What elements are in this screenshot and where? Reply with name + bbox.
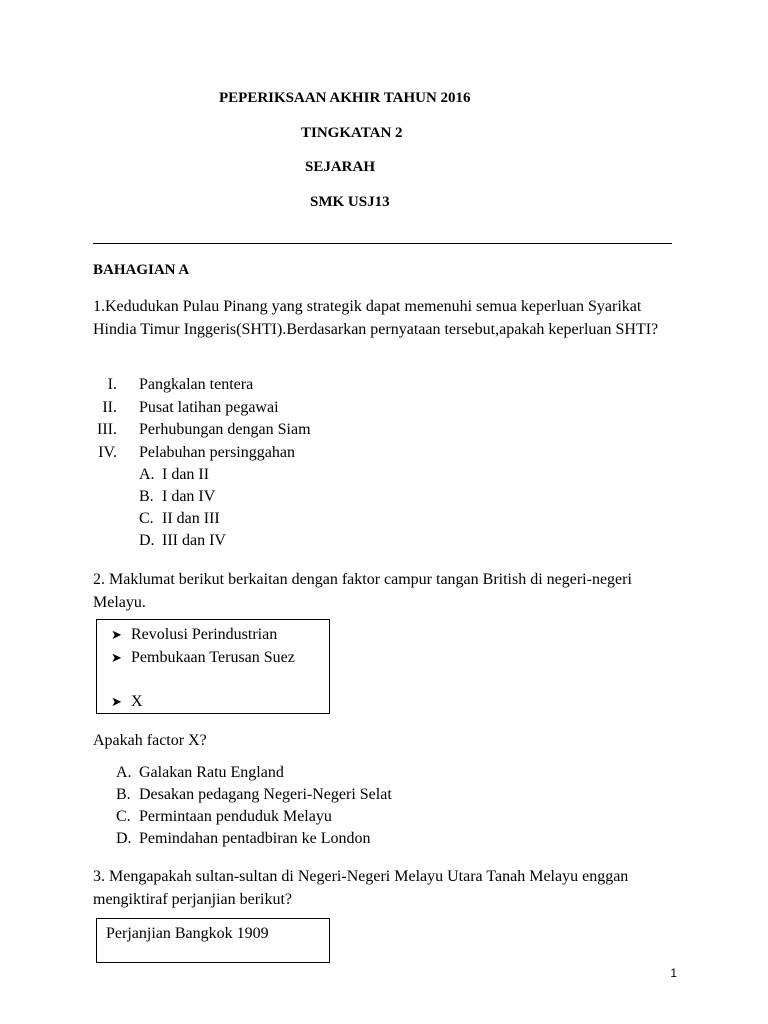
info-item <box>111 647 311 669</box>
exam-school: SMK USJ13 <box>310 194 390 210</box>
statement-text: Pusat latihan pegawai <box>139 398 279 416</box>
info-item-text: Pembukaan Terusan Suez <box>131 649 295 666</box>
statement-text: Perhubungan dengan Siam <box>139 421 311 438</box>
info-item <box>111 691 311 713</box>
option-letter: A. <box>116 764 132 781</box>
page-number: 1 <box>670 966 677 980</box>
option-text: Permintaan penduduk Melayu <box>139 808 332 825</box>
info-box-text: Perjanjian Bangkok 1909 <box>106 925 269 942</box>
question-3-text: 3. Mengapakah sultan-sultan di Negeri-Negeri Melayu Utara Tanah Melayu enggan mengiktiraf perjanjian berikut? <box>93 868 629 908</box>
option-letter: B. <box>139 488 154 505</box>
arrow-bullet-icon: ➤ <box>111 627 122 642</box>
statement-number: III. <box>97 421 117 438</box>
info-item-text: Revolusi Perindustrian <box>131 626 278 643</box>
option-row <box>116 828 516 850</box>
option-row <box>116 784 516 806</box>
info-item-text: X <box>131 693 143 710</box>
statement-number: I. <box>107 376 117 393</box>
info-item <box>111 624 311 646</box>
option-text: Galakan Ratu England <box>139 764 284 781</box>
statement-number: IV. <box>98 443 117 461</box>
statement-row <box>93 397 393 420</box>
option-letter: D. <box>116 830 132 847</box>
option-row <box>116 806 516 828</box>
option-letter: C. <box>116 808 131 825</box>
option-row <box>139 508 339 530</box>
option-row <box>116 762 516 784</box>
option-letter: A. <box>139 466 155 483</box>
question-2-prompt: Apakah factor X? <box>93 732 207 749</box>
option-letter: D. <box>139 532 155 549</box>
option-text: Desakan pedagang Negeri-Negeri Selat <box>139 786 392 803</box>
option-text: Pemindahan pentadbiran ke London <box>139 830 371 847</box>
option-text: II dan III <box>162 510 220 527</box>
question-2-options <box>116 762 516 850</box>
option-row <box>139 486 339 508</box>
option-text: I dan II <box>162 466 210 483</box>
exam-subject: SEJARAH <box>305 159 376 175</box>
section-title: BAHAGIAN A <box>93 262 190 278</box>
question-1-options <box>139 464 339 552</box>
option-letter: B. <box>116 786 131 803</box>
exam-title: PEPERIKSAAN AKHIR TAHUN 2016 <box>219 90 471 106</box>
header-divider <box>93 243 672 244</box>
option-row <box>139 530 339 552</box>
statement-text: Pangkalan tentera <box>139 376 254 393</box>
question-3-info-box <box>96 918 330 963</box>
option-text: I dan IV <box>162 488 216 505</box>
option-text: III dan IV <box>162 532 226 549</box>
arrow-bullet-icon: ➤ <box>111 694 122 709</box>
option-row <box>139 464 339 486</box>
statement-row <box>93 419 393 442</box>
question-2-info-box <box>96 619 330 714</box>
exam-form: TINGKATAN 2 <box>301 125 403 141</box>
question-1-text: 1.Kedudukan Pulau Pinang yang strategik dapat memenuhi semua keperluan Syarikat Hindia Timur Inggeris(SHTI).Berdasarkan pernyataan tersebut,apakah keperluan SHTI? <box>93 298 659 338</box>
option-letter: C. <box>139 510 154 527</box>
statement-row <box>93 374 393 397</box>
question-2-text: 2. Maklumat berikut berkaitan dengan faktor campur tangan British di negeri-negeri Melayu. <box>93 571 632 611</box>
question-1-statements <box>93 374 393 464</box>
statement-text: Pelabuhan persinggahan <box>139 443 295 461</box>
arrow-bullet-icon: ➤ <box>111 650 122 665</box>
statement-number: II. <box>102 398 117 416</box>
statement-row <box>93 442 393 465</box>
